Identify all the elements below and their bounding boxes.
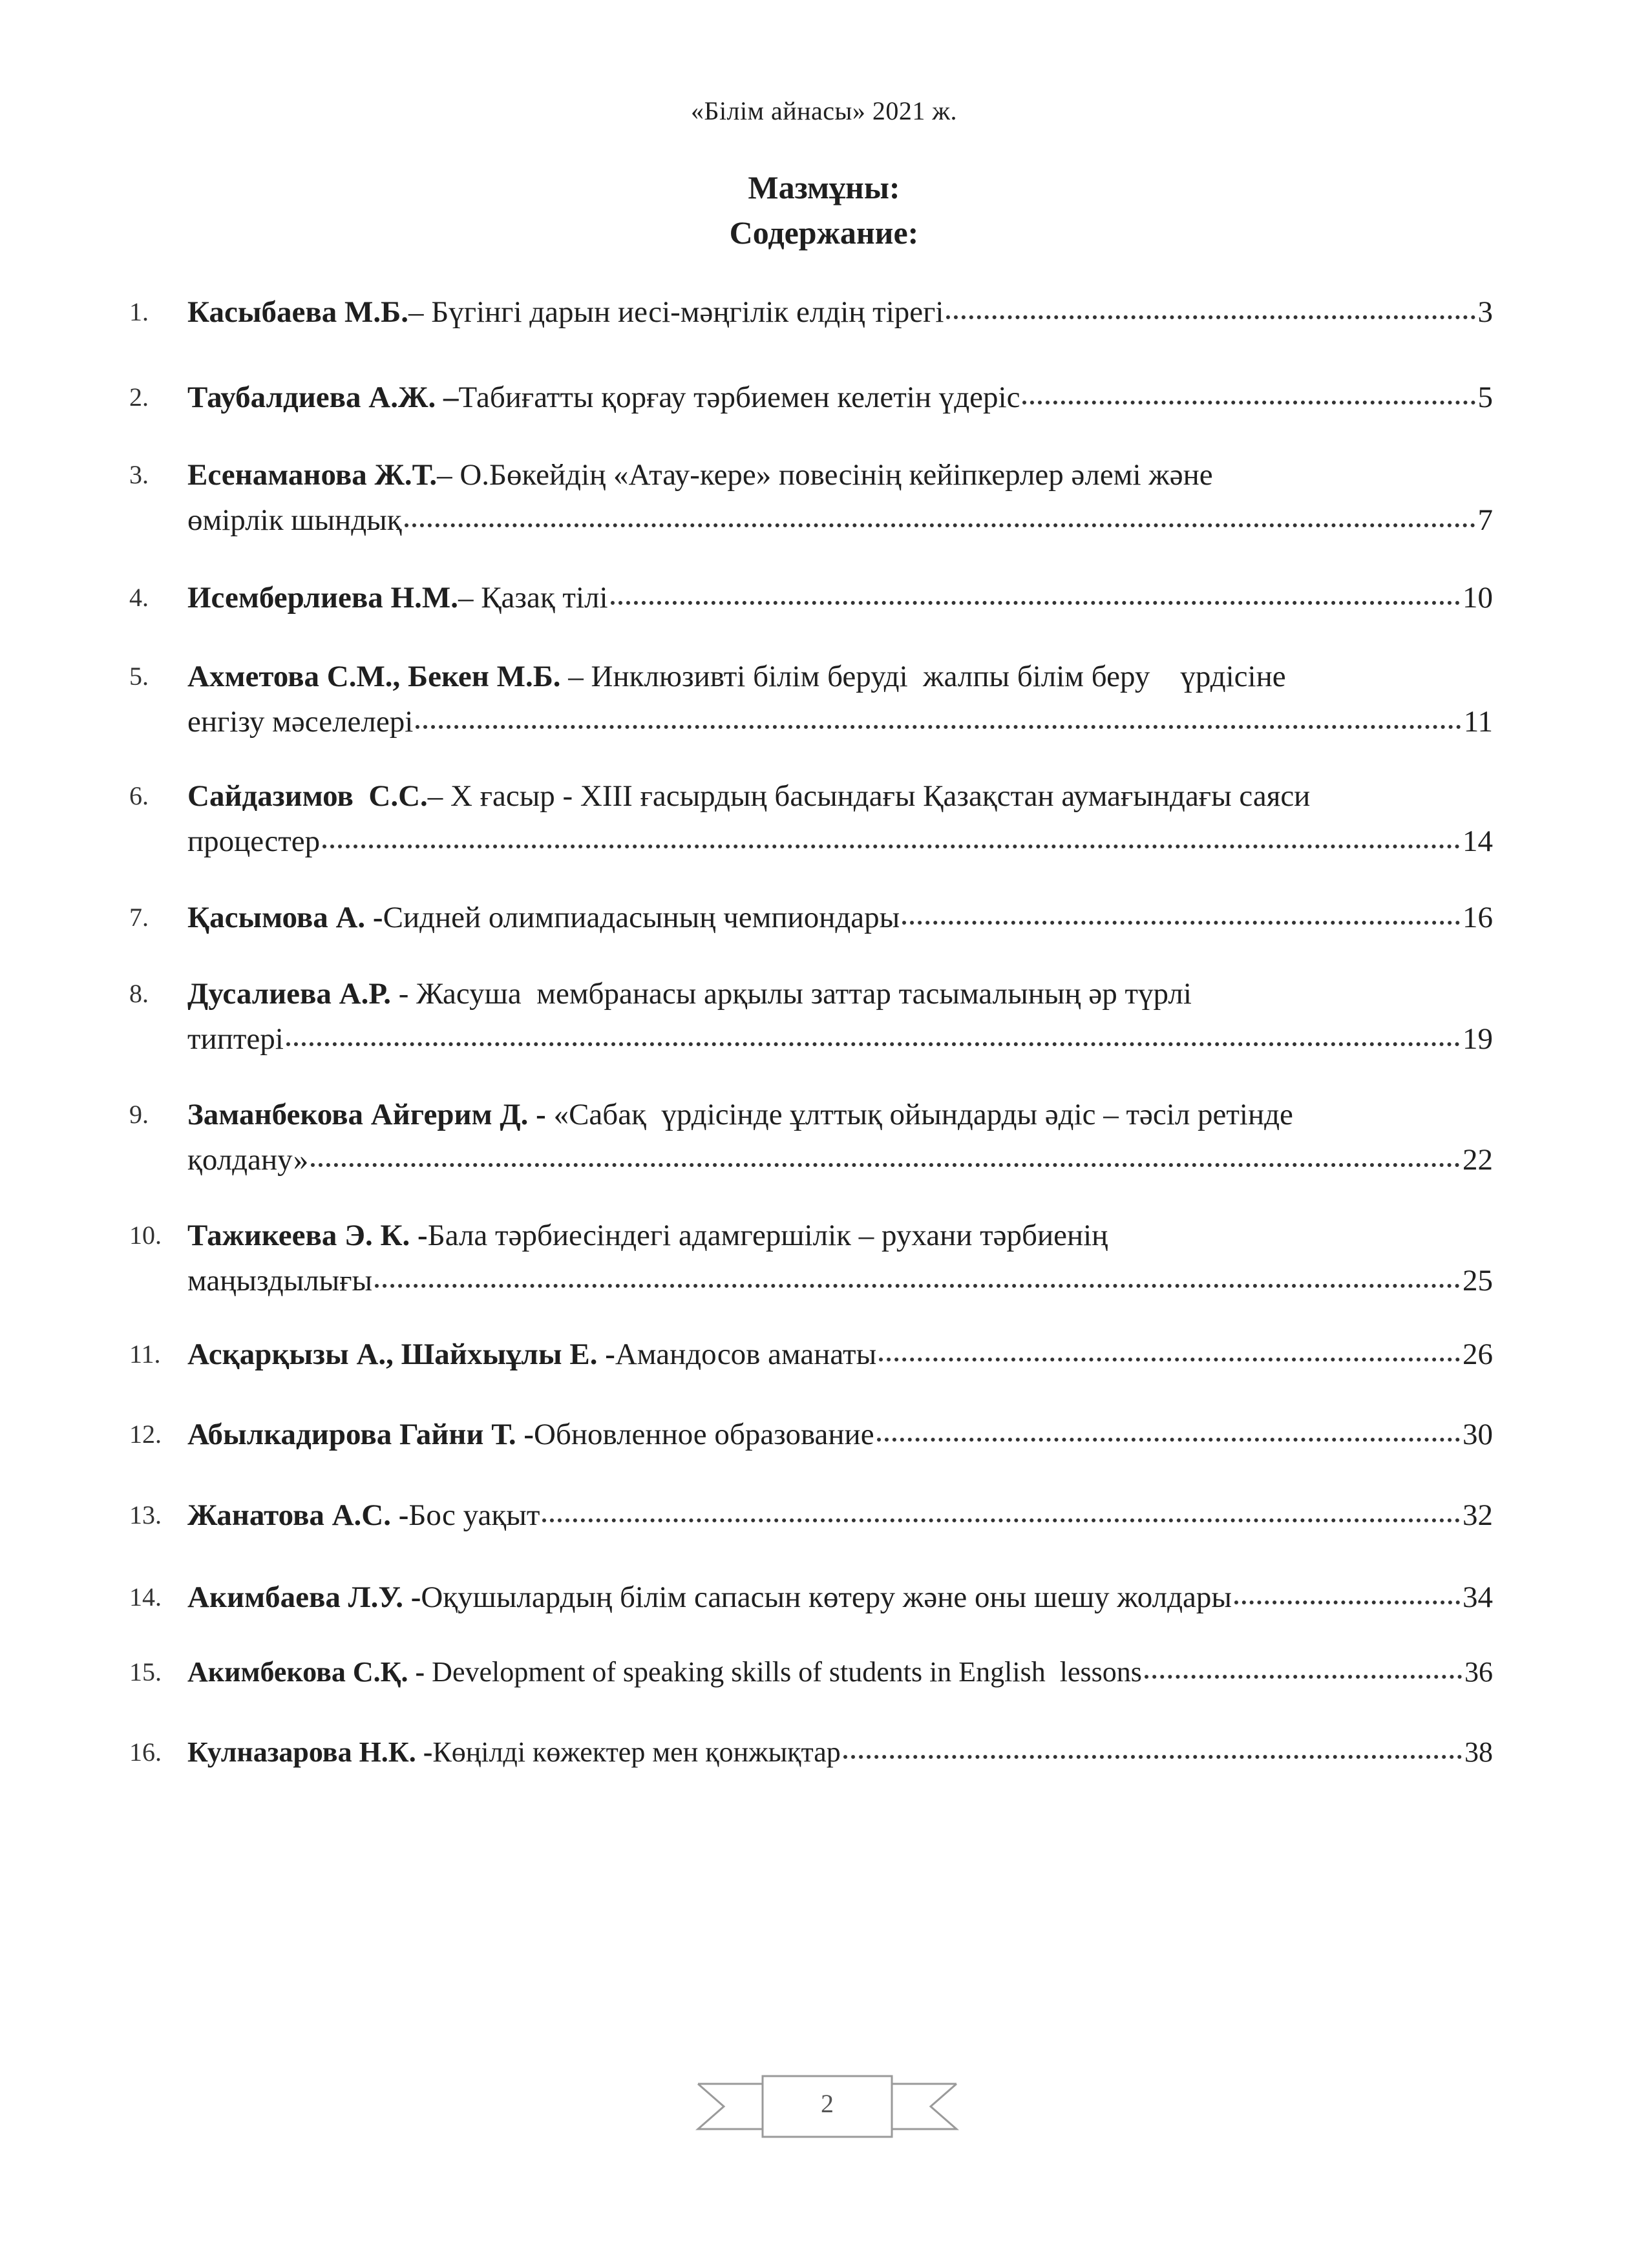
entry-page: 25	[1463, 1264, 1493, 1297]
entry-title: Сидней олимпиадасының чемпиондары	[383, 901, 900, 934]
entry-title: – Бүгінгі дарын иесі-мәңгілік елдің тірегі	[408, 295, 944, 329]
entry-title: – Қазақ тілі	[458, 581, 608, 614]
entry-title-continued: маңыздылығы	[187, 1264, 373, 1297]
entry-title: Бос уақыт	[408, 1498, 540, 1532]
entry-page: 26	[1463, 1338, 1493, 1371]
entry-author: Кулназарова Н.К. -	[187, 1736, 433, 1768]
entry-title: Амандосов аманаты	[615, 1338, 877, 1371]
entry-title: Көңілді көжектер мен қонжықтар	[432, 1736, 841, 1768]
entry-number: 10.	[129, 1221, 162, 1250]
entry-number: 4.	[129, 583, 149, 612]
title-russian: Содержание:	[729, 215, 919, 251]
entry-author: Абылкадирова Гайни Т. -	[187, 1418, 534, 1451]
entry-author: Жанатова А.С. -	[187, 1498, 409, 1532]
entry-page: 16	[1463, 901, 1493, 934]
entry-title: – Инклюзивті білім беруді жалпы білім беру үрдісіне	[560, 660, 1286, 693]
entry-author: Касыбаева М.Б.	[187, 295, 408, 329]
entry-page: 3	[1477, 295, 1493, 329]
entry-title: - Жасуша мембранасы арқылы заттар тасымалының әр түрлі	[390, 977, 1192, 1011]
title-kazakh: Мазмұны:	[748, 169, 900, 205]
entry-page: 22	[1463, 1143, 1493, 1177]
entry-author: Сайдазимов С.С.	[187, 779, 428, 813]
entry-number: 13.	[129, 1500, 162, 1529]
entry-page: 5	[1477, 381, 1493, 414]
dot-leader	[902, 920, 1460, 925]
entry-author: Қасымова А. -	[187, 901, 383, 934]
entry-page: 19	[1463, 1022, 1493, 1056]
entry-title: Табиғатты қорғау тәрбиемен келетін үдеріс	[458, 381, 1020, 414]
entry-title: – Х ғасыр - XIII ғасырдың басындағы Қазақстан аумағындағы саяси	[427, 779, 1311, 813]
dot-leader	[1022, 400, 1475, 404]
entry-number: 15.	[129, 1657, 162, 1686]
entry-author: Асқарқызы А., Шайхыұлы Е. -	[187, 1338, 615, 1371]
entry-number: 7.	[129, 903, 149, 932]
entry-number: 12.	[129, 1420, 162, 1449]
entry-title: Бала тәрбиесіндегі адамгершілік – рухани тәрбиенің	[427, 1219, 1108, 1252]
dot-leader	[1234, 1600, 1460, 1604]
entry-number: 5.	[129, 662, 149, 691]
entry-title: Development of speaking skills of students in English lessons	[425, 1656, 1142, 1688]
entry-page: 36	[1464, 1656, 1493, 1688]
dot-leader	[542, 1518, 1460, 1522]
entry-title: «Сабақ үрдісінде ұлттық ойындарды әдіс – тәсіл ретінде	[545, 1098, 1293, 1131]
entry-number: 14.	[129, 1582, 162, 1612]
entry-author: Акимбаева Л.У. -	[187, 1580, 421, 1614]
entry-author: Дусалиева А.Р.	[187, 977, 391, 1011]
entry-number: 16.	[129, 1738, 162, 1767]
dot-leader	[946, 315, 1475, 319]
entry-title-continued: енгізу мәселелері	[187, 705, 414, 739]
entry-page: 14	[1463, 824, 1493, 858]
entry-page: 10	[1463, 581, 1493, 614]
entry-page: 30	[1463, 1418, 1493, 1451]
dot-leader	[416, 724, 1461, 729]
entry-page: 7	[1477, 503, 1493, 537]
dot-leader	[405, 523, 1475, 527]
dot-leader	[611, 600, 1460, 605]
page-number: 2	[821, 2089, 834, 2118]
dot-leader	[879, 1357, 1460, 1361]
entry-author: Тажикеева Э. К. -	[187, 1219, 428, 1252]
entry-page: 34	[1463, 1580, 1493, 1614]
entry-title-continued: өмірлік шындық	[187, 503, 402, 537]
entry-author: Исемберлиева Н.М.	[187, 581, 458, 614]
entry-author: Таубалдиева А.Ж. –	[187, 381, 459, 414]
journal-header: «Білім айнасы» 2021 ж.	[690, 96, 958, 125]
entry-author: Акимбекова С.Қ. -	[187, 1656, 425, 1688]
entry-author: Ахметова С.М., Бекен М.Б.	[187, 660, 561, 693]
dot-leader	[877, 1437, 1460, 1442]
dot-leader	[311, 1162, 1460, 1167]
entry-page: 38	[1464, 1736, 1493, 1768]
dot-leader	[843, 1754, 1462, 1759]
entry-title-continued: қолдану»	[187, 1143, 309, 1177]
entry-author: Есенаманова Ж.Т.	[187, 458, 438, 492]
dot-leader	[375, 1283, 1460, 1288]
entry-number: 2.	[129, 383, 149, 412]
entry-number: 9.	[129, 1100, 149, 1129]
entry-author: Заманбекова Айгерим Д. -	[187, 1098, 546, 1131]
entry-title: Обновленное образование	[534, 1418, 874, 1451]
entry-number: 1.	[129, 297, 149, 326]
entry-title-continued: типтері	[187, 1022, 284, 1056]
entry-title-continued: процестер	[187, 824, 321, 858]
entry-page: 32	[1463, 1498, 1493, 1532]
entry-number: 11.	[129, 1339, 161, 1369]
entry-page: 11	[1463, 705, 1493, 739]
dot-leader	[1145, 1674, 1462, 1679]
entry-number: 3.	[129, 460, 149, 489]
entry-title: Оқушылардың білім сапасын көтеру және оны шешу жолдары	[421, 1580, 1232, 1614]
dot-leader	[322, 844, 1460, 848]
entry-title: – О.Бөкейдің «Атау-кере» повесінің кейіпкерлер әлемі және	[437, 458, 1213, 492]
entry-number: 8.	[129, 979, 149, 1008]
entry-number: 6.	[129, 781, 149, 810]
dot-leader	[286, 1042, 1460, 1046]
